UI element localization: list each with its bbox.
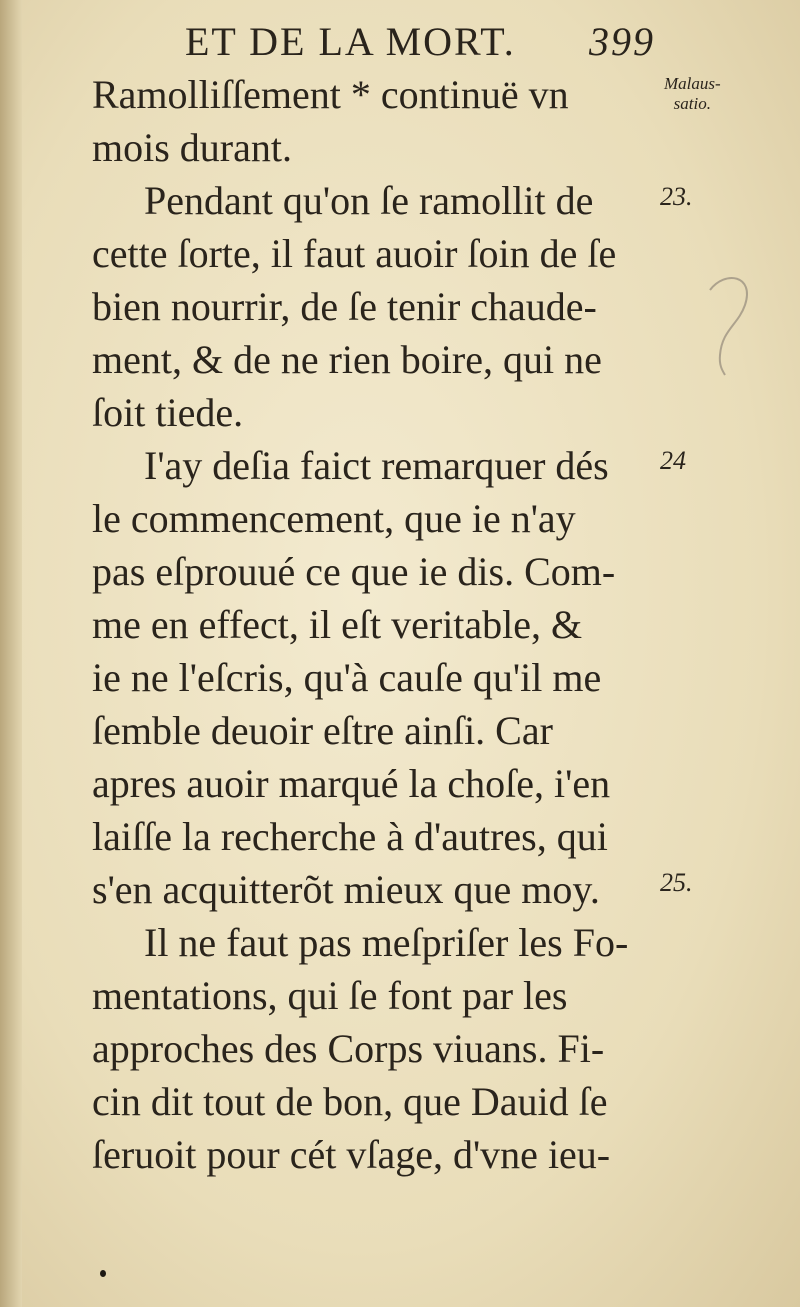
text-line: Ramolliſſement * continuë vn (92, 72, 569, 117)
text-line: approches des Corps viuans. Fi- (92, 1026, 605, 1071)
text-line: ſemble deuoir eſtre ainſi. Car (92, 708, 553, 753)
running-title: ET DE LA MORT. (185, 19, 516, 64)
text-line: mois durant. (92, 125, 292, 170)
text-line: pas eſprouué ce que ie dis. Com- (92, 549, 616, 594)
text-line: cette ſorte, il faut auoir ſoin de ſe (92, 231, 617, 276)
pencil-mark-icon (700, 270, 760, 380)
text-line: ment, & de ne rien boire, qui ne (92, 337, 602, 382)
paragraph-number: 24 (660, 446, 686, 475)
text-line: Pendant qu'on ſe ramollit de (144, 178, 594, 223)
text-line: me en effect, il eſt veritable, & (92, 602, 583, 647)
text-line: ſoit tiede. (92, 390, 244, 435)
paragraph-number: 23. (660, 182, 693, 211)
text-line: s'en acquitterõt mieux que moy. (92, 867, 600, 912)
marginal-note-line: satio. (673, 94, 711, 113)
page-header (185, 18, 655, 68)
text-line: laiſſe la recherche à d'autres, qui (92, 814, 608, 859)
body-text (92, 68, 652, 1181)
ink-dot (100, 1270, 106, 1277)
text-line: le commencement, que ie n'ay (92, 496, 576, 541)
paragraph-number: 25. (660, 868, 693, 897)
marginal-note (664, 74, 721, 114)
text-line: I'ay deſia faict remarquer dés (144, 443, 609, 488)
text-line: ie ne l'eſcris, qu'à cauſe qu'il me (92, 655, 602, 700)
text-line: cin dit tout de bon, que Dauid ſe (92, 1079, 608, 1124)
text-line: apres auoir marqué la choſe, i'en (92, 761, 611, 806)
text-line: mentations, qui ſe font par les (92, 973, 568, 1018)
book-gutter (0, 0, 22, 1307)
text-line: Il ne faut pas meſpriſer les Fo- (144, 920, 629, 965)
marginal-note-line: Malaus- (664, 74, 721, 93)
text-line: bien nourrir, de ſe tenir chaude- (92, 284, 597, 329)
text-line: ſeruoit pour cét vſage, d'vne ieu- (92, 1132, 611, 1177)
page-number: 399 (589, 19, 655, 64)
